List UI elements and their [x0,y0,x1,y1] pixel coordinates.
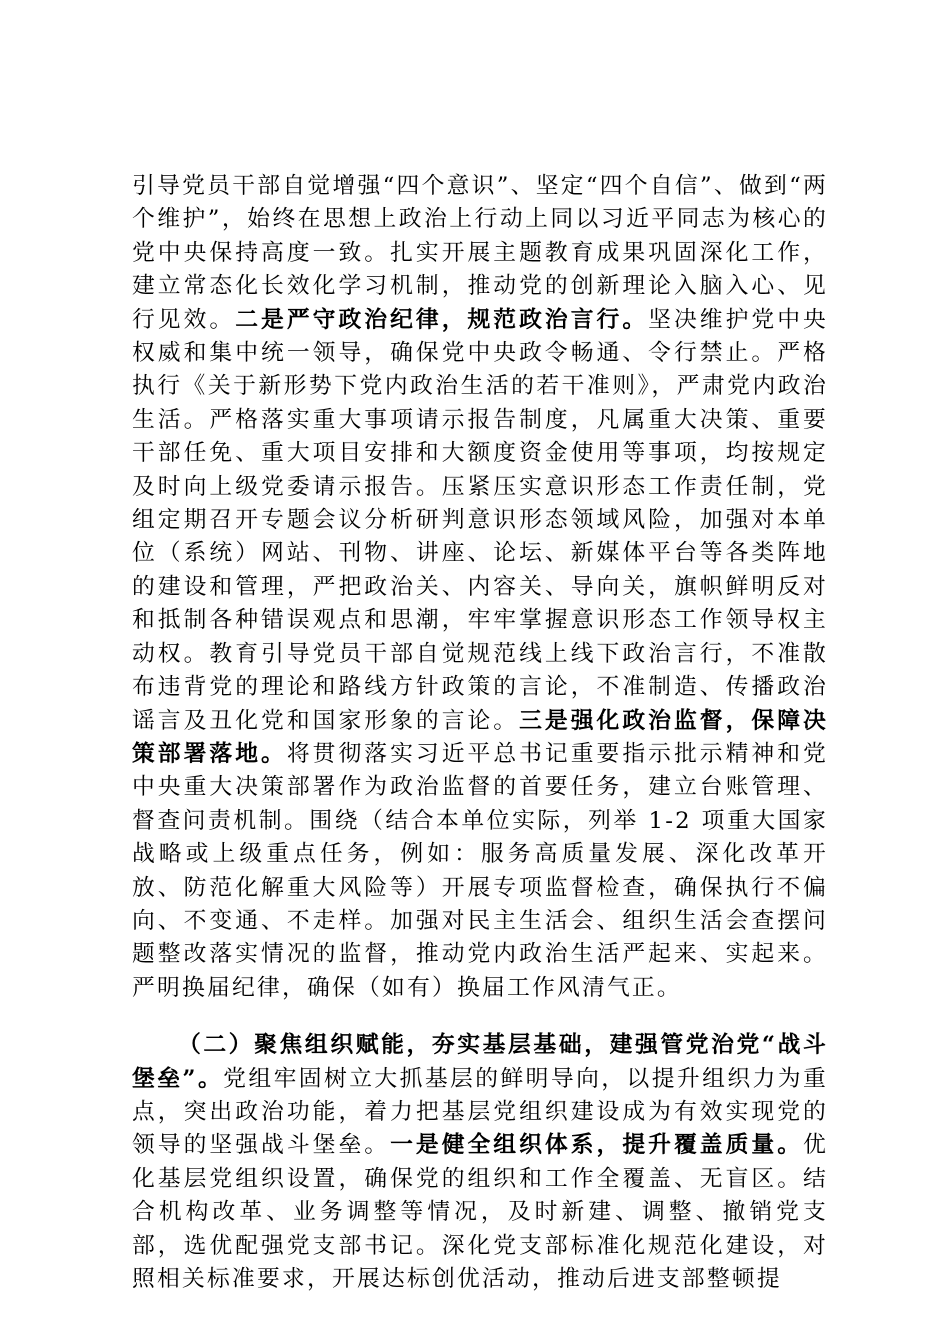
document-page [132,170,828,1296]
paragraph-1-text-c: 坚决维护党中央权威和集中统一领导，确保党中央政令畅通、令行禁止。严格执行《关于新形势下党内政治生活的若干准则》，严肃党内政治生活。严格落实重大事项请示报告制度，凡属重大决策、重要干部任免、重大项目安排和大额度资金使用等事项，均按规定及时向上级党委请示报告。压紧压实意识形态工作责任制，党组定期召开专题会议分析研判意识形态领域风险，加强对本单位（系统）网站、刊物、讲座、论坛、新媒体平台等各类阵地的建设和管理，严把政治关、内容关、导向关，旗帜鲜明反对和抵制各种错误观点和思潮，牢牢掌握意识形态工作领导权主动权。教育引导党员干部自觉规范线上线下政治言行，不准散布违背党的理论和路线方针政策的言论，不准制造、传播政治谣言及丑化党和国家形象的言论。 [132,306,828,734]
point-two-heading: 二是严守政治纪律，规范政治言行。 [235,306,649,333]
point-three-heading: 三是强化政治监督，保障决策部署落地。 [132,707,829,767]
section-two-heading: （二）聚焦组织赋能，夯实基层基础，建强管党治党“战斗堡垒”。 [132,1032,828,1092]
paragraph-2-text-d: 优化基层党组织设置，确保党的组织和工作全覆盖、无盲区。结合机构改革、业务调整等情况，及时新建、调整、撤销党支部，选优配强党支部书记。深化党支部标准化规范化建设，对照相关标准要求，开展达标创优活动，推动后进支部整顿提 [132,1132,828,1292]
paragraph-1-text-e: 将贯彻落实习近平总书记重要指示批示精神和党中央重大决策部署作为政治监督的首要任务，建立台账管理、督查问责机制。围绕（结合本单位实际，列举 1-2 项重大国家战略或上级重点任务，例如：服务高质量发展、深化改革开放、防范化解重大风险等）开展专项监督检查，确保执行不偏向、不变通、不走样。加强对民主生活会、组织生活会查摆问题整改落实情况的监督，推动党内政治生活严起来、实起来。严明换届纪律，确保（如有）换届工作风清气正。 [132,740,829,1001]
paragraph-2-text-b: 党组牢固树立大抓基层的鲜明导向，以提升组织力为重点，突出政治功能，着力把基层党组织建设成为有效实现党的领导的坚强战斗堡垒。 [132,1065,828,1159]
body-paragraph-1 [132,170,828,1005]
paragraph-1-text-a: 引导党员干部自觉增强“四个意识”、坚定“四个自信”、做到“两个维护”，始终在思想上政治上行动上同以习近平同志为核心的党中央保持高度一致。扎实开展主题教育成果巩固深化工作，建立常态化长效化学习机制，推动党的创新理论入脑入心、见行见效。 [132,173,828,333]
point-one-heading: 一是健全组织体系，提升覆盖质量。 [390,1132,803,1159]
body-paragraph-2 [132,1029,828,1296]
